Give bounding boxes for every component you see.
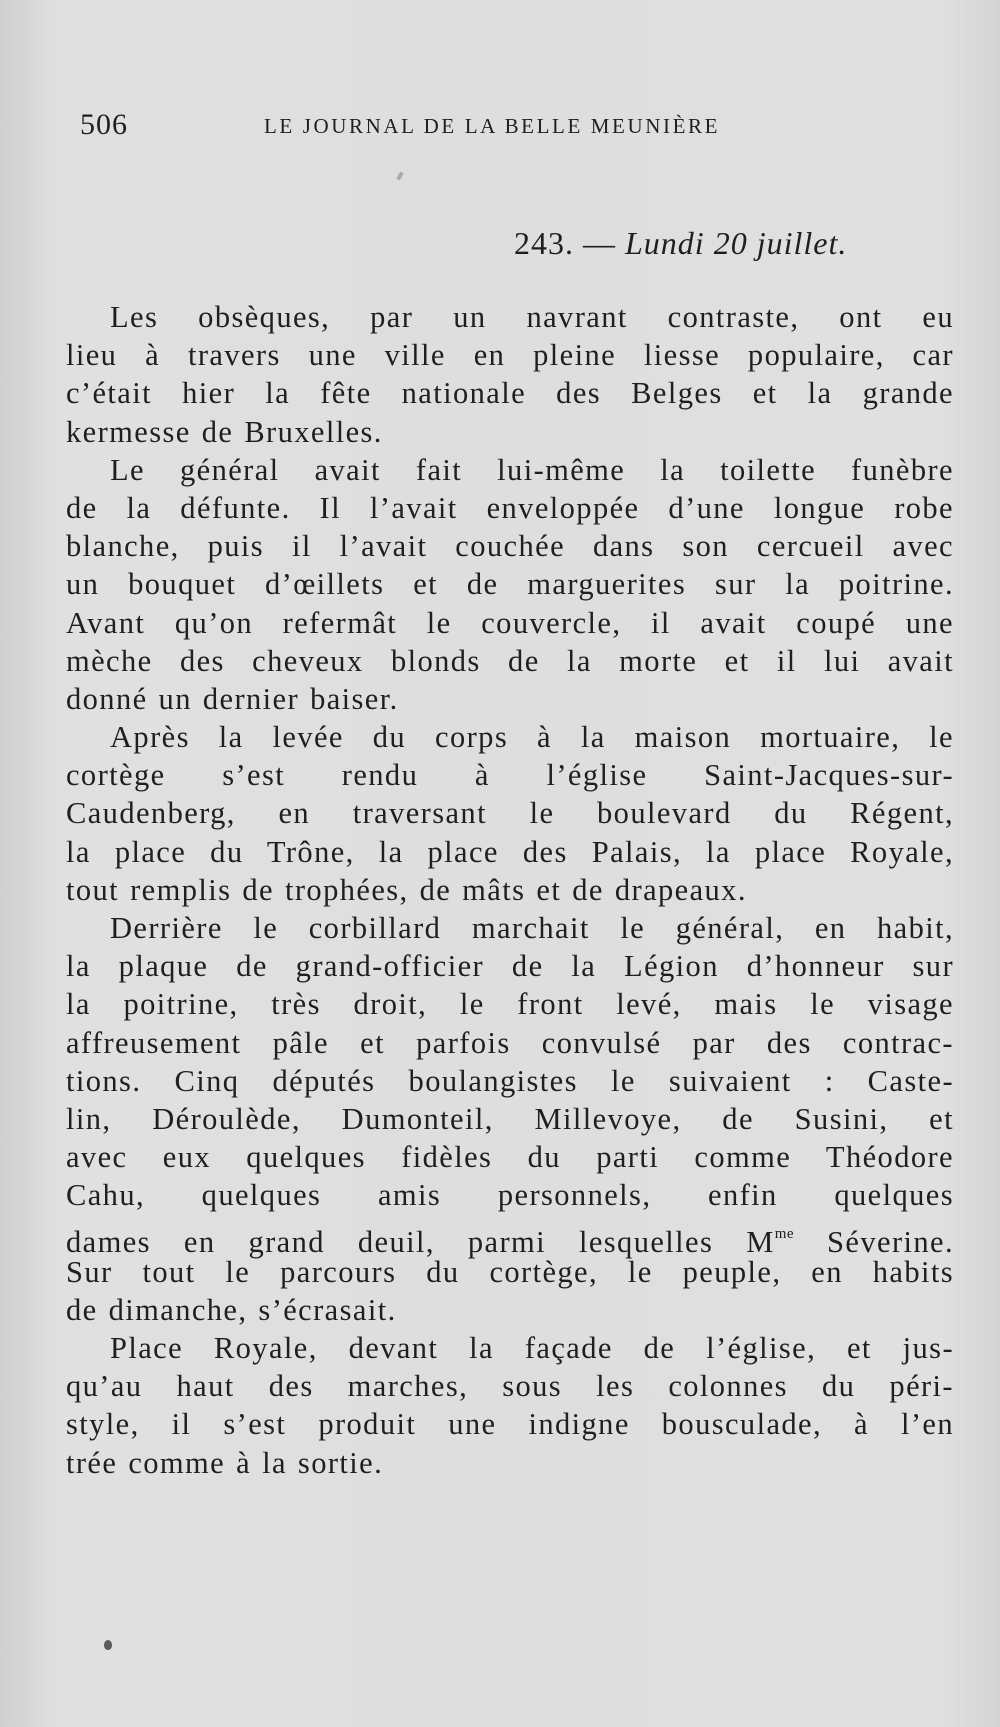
text-line (66, 1253, 954, 1291)
text-line-content: Les obsèques, par un navrant contraste, ont eu (110, 300, 954, 334)
text-line (66, 680, 954, 718)
text-line (66, 374, 954, 412)
running-title: LE JOURNAL DE LA BELLE MEUNIÈRE (264, 114, 721, 138)
text-line-content: lin, Déroulède, Dumonteil, Millevoye, de Susini, et (66, 1101, 954, 1136)
text-line-content: cortège s’est rendu à l’église Saint-Jacques-sur- (66, 758, 954, 793)
text-line (66, 1291, 954, 1329)
entry-heading (514, 225, 847, 262)
text-line-content: dames en grand deuil, parmi lesquelles M (66, 1224, 775, 1259)
text-line (66, 489, 954, 527)
text-line (66, 451, 954, 489)
entry-dash: — (583, 225, 616, 261)
text-line-content: Sur tout le parcours du cortège, le peuple, en habits (66, 1254, 954, 1289)
text-line (66, 1024, 954, 1062)
text-line (66, 833, 954, 871)
entry-number: 243. (514, 225, 574, 261)
text-line (66, 756, 954, 794)
text-line-content: qu’au haut des marches, sous les colonnes du péri- (66, 1369, 954, 1404)
text-line-content: la plaque de grand-officier de la Légion d’honneur sur (66, 949, 954, 984)
text-line (66, 1444, 954, 1482)
text-line-content: tout remplis de trophées, de mâts et de drapeaux. (66, 872, 747, 907)
text-line-content: Après la levée du corps à la maison mortuaire, le (110, 720, 954, 755)
text-line (66, 336, 954, 374)
text-line (66, 1062, 954, 1100)
text-line (66, 604, 954, 642)
text-line-content: la place du Trône, la place des Palais, la place Royale, (66, 834, 954, 869)
text-line (66, 1329, 954, 1367)
text-line-content: un bouquet d’œillets et de marguerites sur la poitrine. (66, 567, 954, 602)
text-line-content: trée comme à la sortie. (66, 1445, 384, 1480)
text-line-content: Avant qu’on refermât le couvercle, il avait coupé une (66, 605, 954, 640)
text-line-content: avec eux quelques fidèles du parti comme Théodore (66, 1140, 954, 1175)
text-line (66, 1215, 954, 1259)
text-line-content: style, il s’est produit une indigne bousculade, à l’en (66, 1407, 954, 1442)
text-line (66, 947, 954, 985)
text-line-content: de dimanche, s’écrasait. (66, 1292, 397, 1327)
text-line-content: Caudenberg, en traversant le boulevard du Régent, (66, 796, 954, 831)
text-line (66, 871, 954, 909)
text-line (66, 909, 954, 947)
text-line-content: affreusement pâle et parfois convulsé par des contrac- (66, 1025, 954, 1060)
text-line (66, 1138, 954, 1176)
text-line-tail: Séverine. (794, 1224, 954, 1259)
text-line (66, 794, 954, 832)
text-line-content: mèche des cheveux blonds de la morte et il lui avait (66, 643, 954, 678)
superscript: me (774, 1225, 795, 1242)
text-line (66, 1405, 954, 1443)
text-line-content: donné un dernier baiser. (66, 681, 399, 716)
text-line (66, 1100, 954, 1138)
body-text (66, 298, 954, 1482)
text-line (66, 565, 954, 603)
text-line-content: lieu à travers une ville en pleine liesse populaire, car (66, 338, 954, 373)
text-line-content: blanche, puis il l’avait couchée dans son cercueil avec (66, 529, 954, 564)
entry-date: Lundi 20 juillet. (625, 225, 848, 261)
bullet-ornament (104, 1640, 112, 1650)
text-line (66, 1367, 954, 1405)
text-line (66, 1176, 954, 1214)
text-line (66, 642, 954, 680)
text-line-content: la poitrine, très droit, le front levé, mais le visage (66, 987, 954, 1022)
text-line (66, 527, 954, 565)
ink-speck (396, 172, 403, 181)
text-line-content: de la défunte. Il l’avait enveloppée d’une longue robe (66, 490, 954, 525)
page-header (80, 108, 940, 148)
text-line (66, 718, 954, 756)
text-line-content: Cahu, quelques amis personnels, enfin quelques (66, 1178, 954, 1213)
text-line-content: Le général avait fait lui-même la toilette funèbre (110, 452, 954, 487)
text-line (66, 298, 954, 336)
text-line (66, 413, 954, 451)
text-line-content: kermesse de Bruxelles. (66, 414, 383, 449)
text-line-content: c’était hier la fête nationale des Belges et la grande (66, 376, 954, 411)
page-number: 506 (80, 108, 128, 141)
text-line-content: tions. Cinq députés boulangistes le suivaient : Caste- (66, 1063, 954, 1098)
text-line-content: Derrière le corbillard marchait le général, en habit, (110, 911, 954, 945)
text-line-content: Place Royale, devant la façade de l’église, et jus- (110, 1331, 954, 1366)
text-line (66, 985, 954, 1023)
